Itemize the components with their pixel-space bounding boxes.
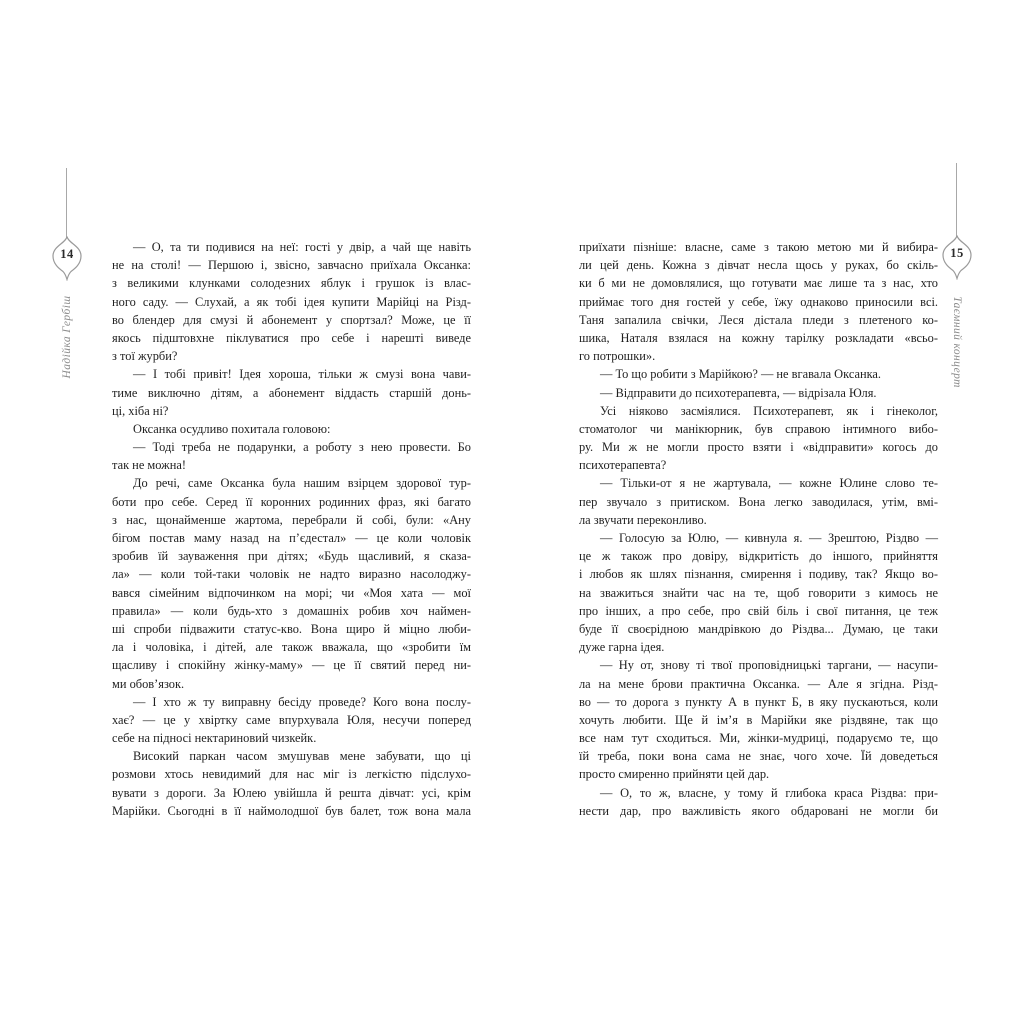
- text-line: — О, то ж, власне, у тому й глибока краса Різдва: при-: [600, 785, 938, 800]
- text-line: — Голосую за Юлю, — кивнула я. — Зрештою, Різдво —: [600, 531, 938, 545]
- text-line: ші спроби підважити статус-кво. Вона щиро й міцно люби-: [112, 621, 471, 636]
- text-line: себе на підносі нектариновий чизкейк.: [112, 731, 317, 746]
- text-line: щасливу і спокійну жінку-маму» — це її святий перед ни-: [112, 658, 471, 673]
- text-line: це ж також про довіру, відкритість до іншого, прийняття: [579, 549, 938, 564]
- text-line: їй треба, поки вона сама не знає, чого хоче. Їй доведеться: [579, 749, 938, 764]
- text-line: ла на мене брови практична Оксанка. — Але я згідна. Різд-: [579, 676, 938, 691]
- text-line: пер звучало з притиском. Вона легко заводилася, утім, вмі-: [579, 494, 938, 509]
- left-page-text-column: [112, 238, 471, 820]
- running-title-author: Надійка Гербіш: [61, 295, 73, 379]
- text-line: — Ну от, знову ті твої проповідницькі таргани, — насупи-: [600, 658, 938, 673]
- text-line: психотерапевта?: [579, 458, 667, 473]
- text-line: Оксанка осудливо похитала головою:: [133, 421, 331, 436]
- text-line: — Відправити до психотерапевта, — відрізала Юля.: [600, 385, 877, 400]
- text-line: бігом постав маму назад на п’єдестал» — це коли чоловік: [112, 531, 471, 545]
- page-number-right: 15: [950, 246, 964, 260]
- text-line: просто смиренно прийняти цей дар.: [579, 767, 770, 782]
- ornament-hanging-line-right: [956, 163, 957, 237]
- text-line: До речі, саме Оксанка була нашим взірцем здорової тур-: [133, 476, 471, 491]
- text-line: буде її своєрідною мандрівкою до Різдва... Думаю, це таки: [579, 621, 938, 636]
- text-line: — Тільки-от я не жартувала, — кожне Юлине слово те-: [600, 476, 938, 491]
- right-page-text-column: [579, 238, 938, 820]
- text-line: — І хто ж ту виправну бесіду проведе? Кого вона послу-: [133, 694, 471, 709]
- text-line: вався сімейним відпочинком на морі; чи «Моя хата — мої: [112, 585, 471, 600]
- text-line: го потрошки».: [579, 349, 656, 364]
- text-line: — І тобі привіт! Ідея хороша, тільки ж смузі вона чави-: [133, 367, 471, 382]
- text-line: Високий паркан часом змушував мене забувати, що ці: [133, 749, 471, 764]
- text-line: — То що робити з Марійкою? — не вгавала Оксанка.: [600, 367, 882, 382]
- text-line: і любов як шлях пізнання, смирення і подиву, так? Якщо во-: [579, 567, 938, 582]
- text-line: ла звучати переконливо.: [579, 512, 707, 527]
- text-line: во — то дорога з пункту А в пункт Б, в яку пускаються, коли: [579, 694, 938, 709]
- text-line: Марійки. Сьогодні в її наймолодшої був балет, тож вона мала: [112, 803, 471, 818]
- text-line: з великими клунками солодезних яблук і грушок із влас-: [112, 276, 471, 291]
- text-line: ру. Ми ж не могли просто взяти і «відправити» когось до: [579, 440, 938, 455]
- text-line: приймає того дня гостей у себе, їжу однаково приносили всі.: [579, 294, 938, 309]
- text-line: — Тоді треба не подарунки, а роботу з нею провести. Бо: [133, 440, 471, 455]
- text-line: ного саду. — Слухай, а як тобі ідея купити Марійці на Різд-: [112, 294, 471, 309]
- text-line: ки б ми не домовлялися, що готувати має лише та з нас, хто: [579, 276, 938, 291]
- text-line: правила» — коли будь-хто з домашніх робив хоч наймен-: [112, 603, 471, 618]
- text-line: з нас, щонайменше жартома, перебрали й собі, були: «Ану: [112, 512, 471, 527]
- text-line: тиме виключно дітям, а абонемент віддасть старшій донь-: [112, 385, 471, 400]
- text-line: ли цей день. Кожна з дівчат несла щось у руках, бо скіль-: [579, 258, 938, 273]
- text-line: з тої журби?: [112, 349, 178, 364]
- text-line: приїхати пізніше: власне, саме з такою метою ми й вибира-: [579, 240, 938, 254]
- text-line: боти про себе. Серед її коронних родинних фраз, які багато: [112, 494, 471, 509]
- text-line: стоматолог чи манікюрник, був справою інтимного вибо-: [579, 421, 938, 436]
- text-line: якось підштовхне піклуватися про себе і нарешті виведе: [112, 330, 471, 345]
- text-line: во блендер для смузі й абонемент у спортзал? Може, це її: [112, 312, 471, 327]
- text-line: ці, хіба ні?: [112, 403, 169, 418]
- text-line: вувати з дороги. За Юлею увійшла й решта дівчат: усі, крім: [112, 785, 471, 800]
- text-line: хає? — це у хвіртку саме впурхувала Юля, несучи поперед: [112, 712, 471, 727]
- text-line: нести дар, про важливість якого обдаровані не могли би: [579, 803, 938, 818]
- text-line: шика, Наталя взялася на кожну тарілку розкладати «всьо-: [579, 330, 938, 345]
- running-title-book: Таємний концерт: [951, 296, 963, 388]
- page-number-left: 14: [60, 247, 74, 261]
- text-line: на зважиться знайти час на те, щоб говорити з кимось не: [579, 585, 938, 600]
- text-line: Усі ніяково засміялися. Психотерапевт, як і гінеколог,: [600, 403, 938, 418]
- text-line: про інших, а про себе, про свій біль і свої питання, це теж: [579, 603, 938, 618]
- text-line: зробив їй зауваження при дітях; «Будь щасливий, я сказа-: [112, 549, 471, 564]
- text-line: ла» — коли той-таки чоловік не надто виразно насолоджу-: [112, 567, 471, 582]
- text-line: все нам тут сходиться. Ми, жінки-мудриці, подаруємо те, що: [579, 731, 938, 746]
- text-line: Таня запалила свічки, Леся дістала пледи з плетеного ко-: [579, 312, 938, 327]
- text-line: не на столі! — Першою і, звісно, завчасно приїхала Оксанка:: [112, 258, 471, 273]
- text-line: розмови хтось невидимий для нас міг із легкістю підслухо-: [112, 767, 471, 782]
- ornament-hanging-line-left: [66, 168, 67, 238]
- text-line: — О, та ти подивися на неї: гості у двір, а чай ще навіть: [133, 240, 471, 254]
- text-line: так не можна!: [112, 458, 186, 473]
- text-line: ми обов’язок.: [112, 676, 185, 691]
- text-line: ла і чоловіка, і дітей, але також вважала, що «зробити їм: [112, 640, 471, 655]
- text-line: дуже гарна ідея.: [579, 640, 665, 655]
- text-line: хочуть любити. Ще й ім’я в Марійки яке різдвяне, так що: [579, 712, 938, 727]
